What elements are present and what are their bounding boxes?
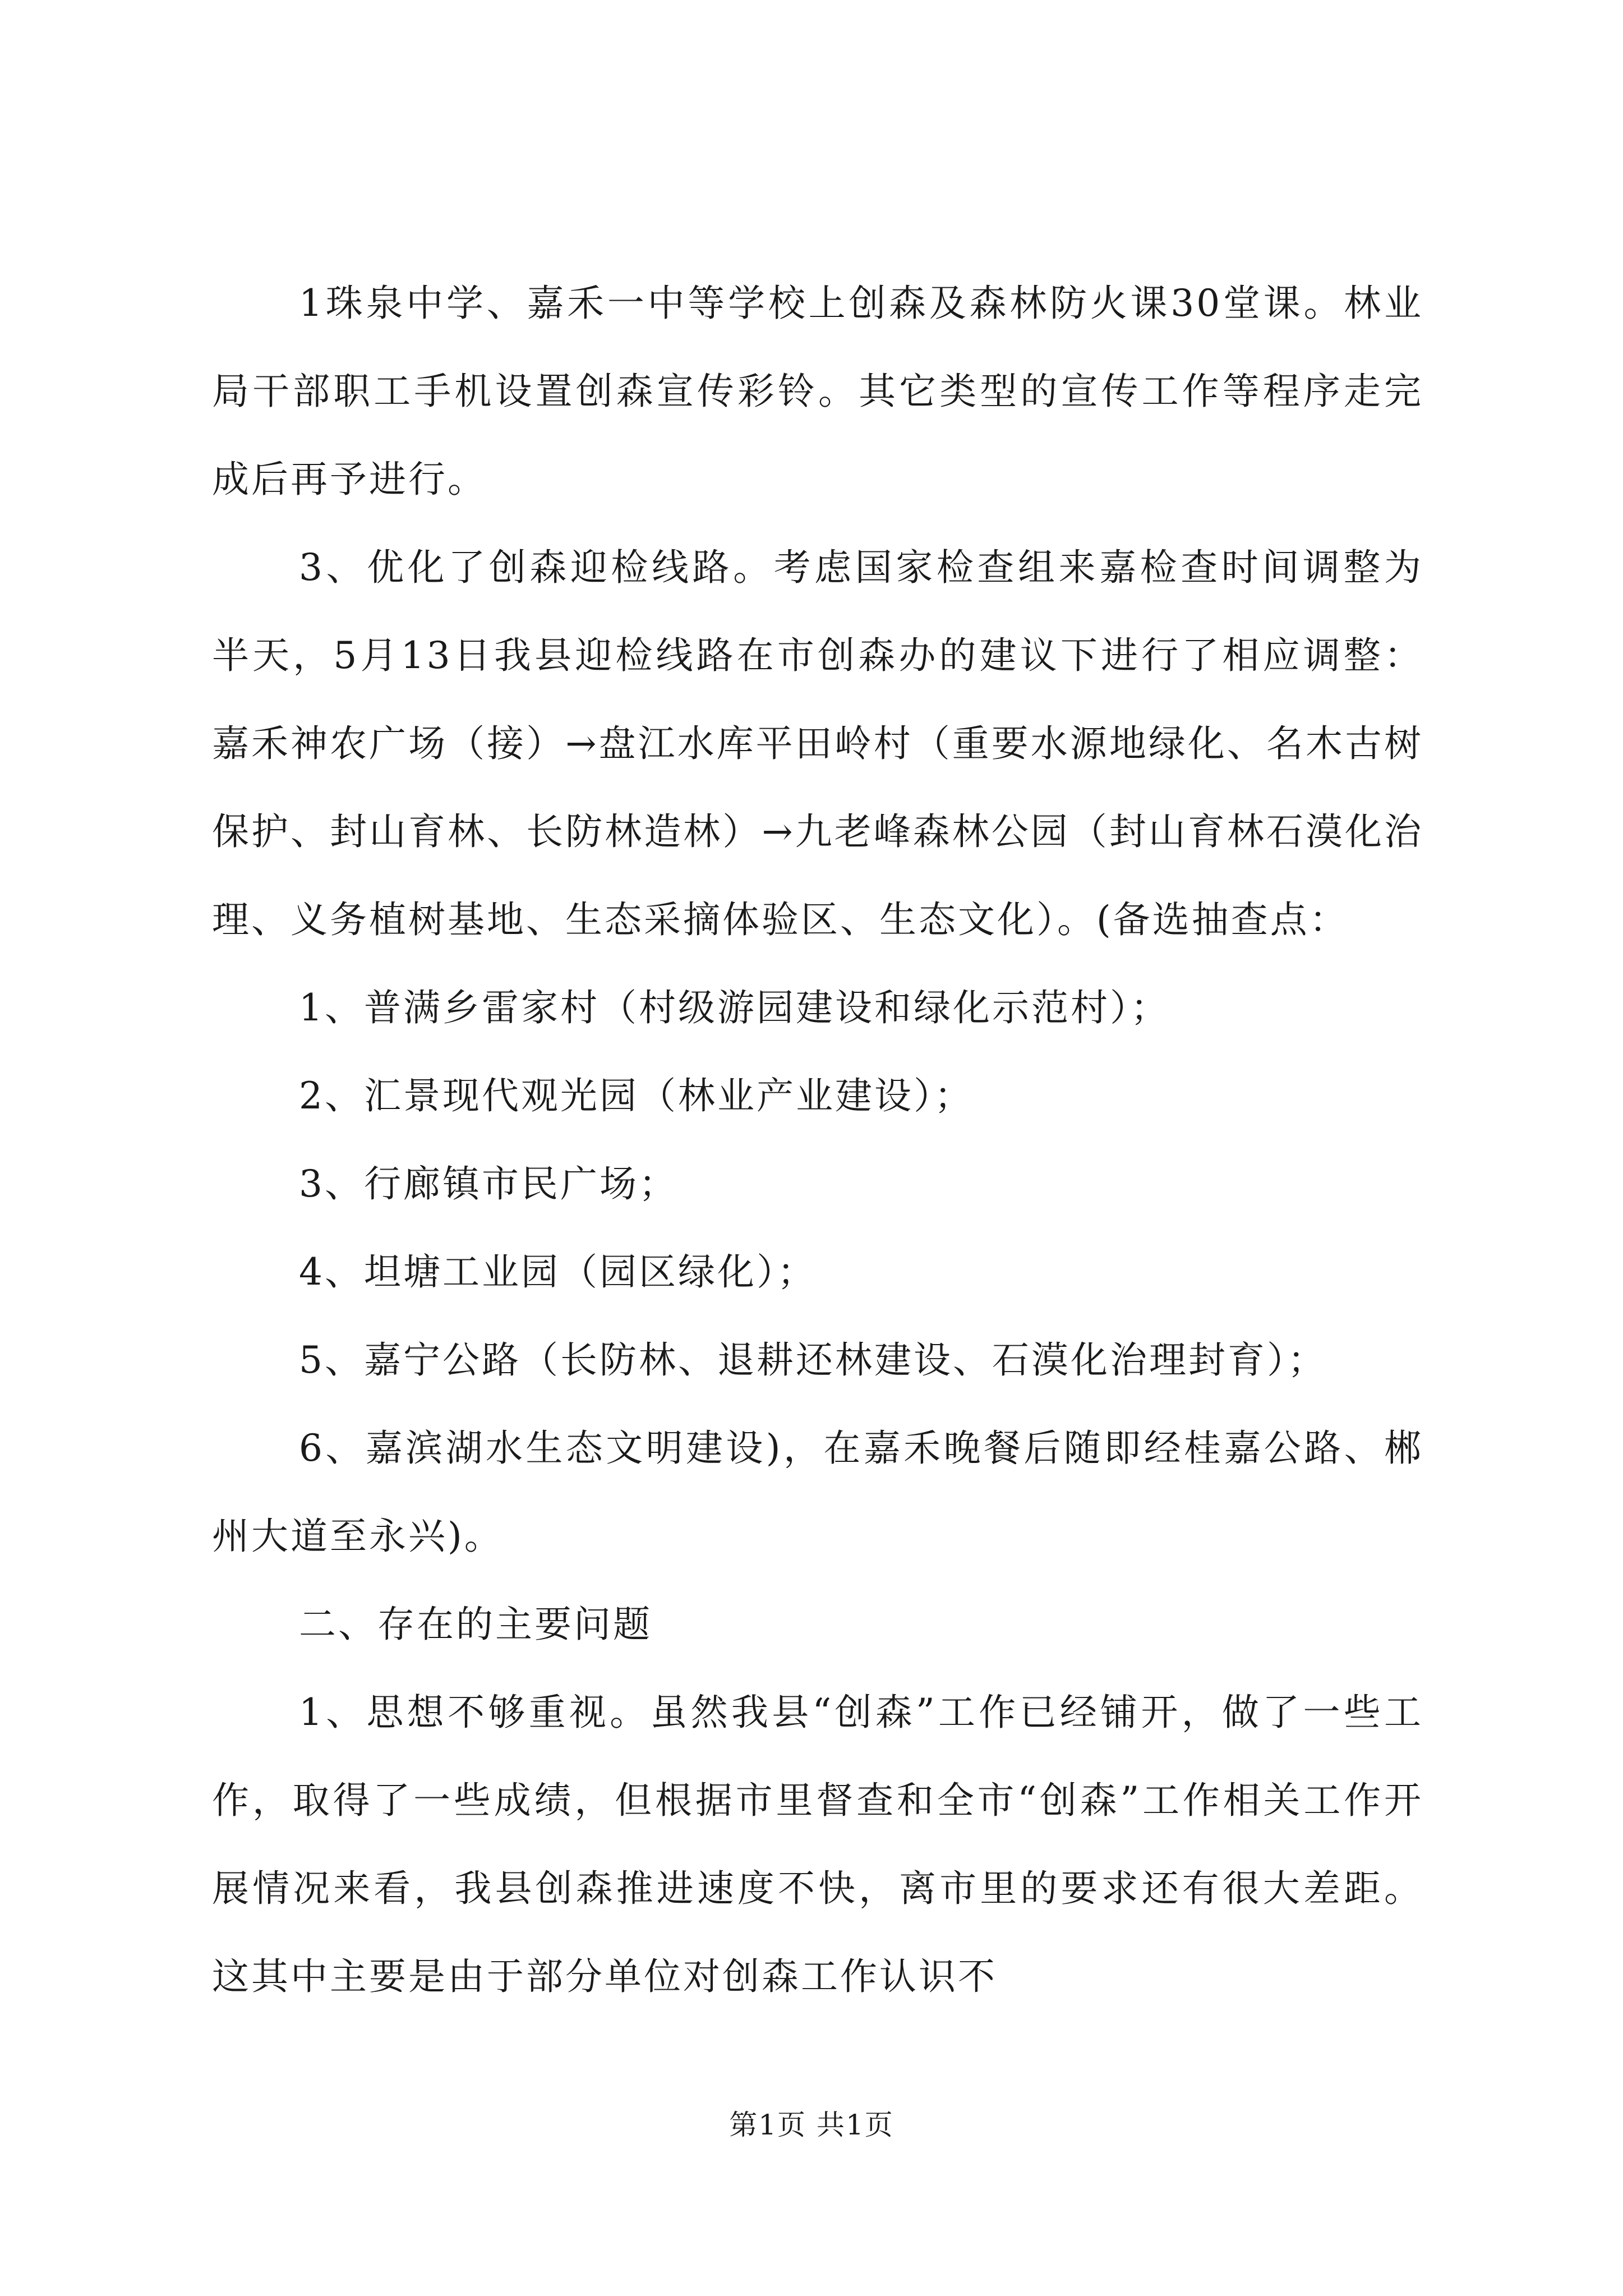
- list-item-spot-3: 3、行廊镇市民广场；: [299, 1162, 678, 1205]
- page-footer: 第1页 共1页: [729, 2109, 894, 2141]
- section-heading-problems: 二、存在的主要问题: [299, 1603, 652, 1646]
- paragraph-inspection-route: 3、优化了创森迎检线路。考虑国家检查组来嘉检查时间调整为半天，5月13日我县迎检线路在市创森办的建议下进行了相应调整：嘉禾神农广场（接）→盘江水库平田岭村（重要水源地绿化、名木古树保护、封山育林、长防林造林）→九老峰森林公园（封山育林石漠化治理、义务植树基地、生态采摘体验区、生态文化）。(备选抽查点：: [212, 546, 1423, 941]
- list-item-spot-6: 6、嘉滨湖水生态文明建设)，在嘉禾晚餐后随即经桂嘉公路、郴州大道至永兴)。: [212, 1427, 1423, 1558]
- paragraph-school-courses: 1珠泉中学、嘉禾一中等学校上创森及森林防火课30堂课。林业局干部职工手机设置创森宣传彩铃。其它类型的宣传工作等程序走完成后再予进行。: [212, 282, 1423, 501]
- list-item-spot-4: 4、坦塘工业园（园区绿化）；: [299, 1250, 817, 1294]
- paragraph-problem-1: 1、思想不够重视。虽然我县“创森”工作已经铺开，做了一些工作，取得了一些成绩，但根据市里督查和全市“创森”工作相关工作开展情况来看，我县创森推进速度不快，离市里的要求还有很大差距。这其中主要是由于部分单位对创森工作认识不: [212, 1691, 1423, 1998]
- list-item-spot-5: 5、嘉宁公路（长防林、退耕还林建设、石漠化治理封育）；: [299, 1338, 1327, 1382]
- list-item-spot-2: 2、汇景现代观光园（林业产业建设）；: [299, 1074, 974, 1117]
- document-body: [212, 259, 1423, 2021]
- list-item-spot-1: 1、普满乡雷家村（村级游园建设和绿化示范村）；: [299, 986, 1170, 1029]
